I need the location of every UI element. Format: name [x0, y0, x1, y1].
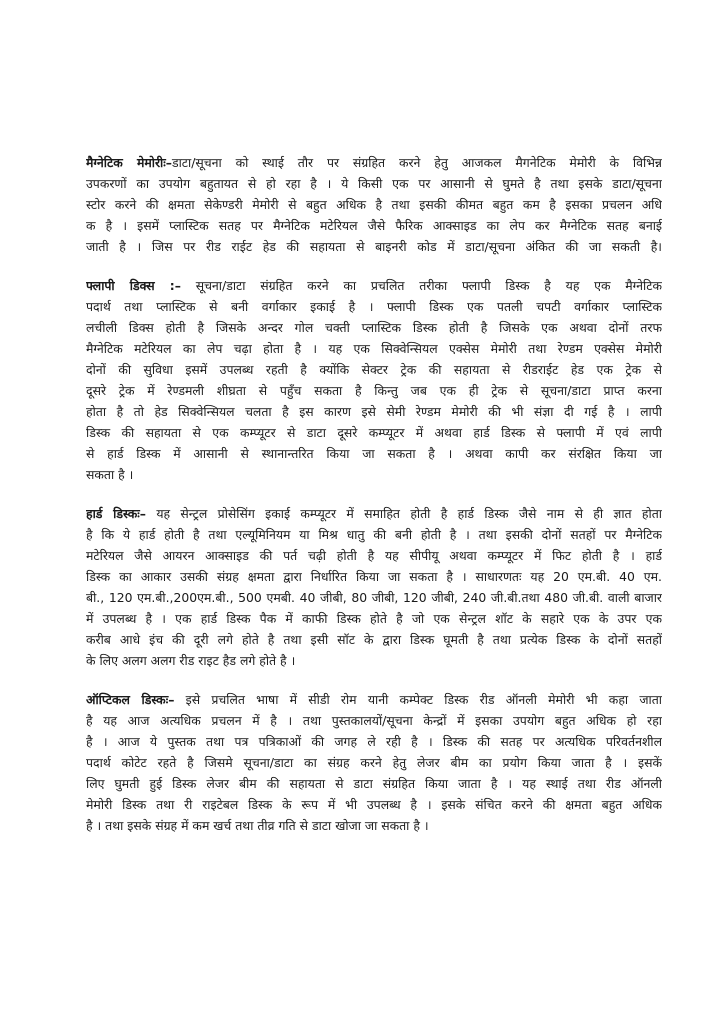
paragraph-line: उपकरणों का उपयोग बहुतायत से हो रहा है । ये किसी एक पर आसानी से घुमते है तथा इसके डाटा/सूचना: [86, 176, 662, 191]
paragraph-line: है कि ये हार्ड होती है तथा एल्यूमिनियम या मिश्र धातु की बनी होती है । तथा इसकी दोनों सतहों पर मैग्नेटिक: [86, 527, 662, 542]
paragraph-line: सकता है ।: [86, 467, 134, 482]
paragraph-line: ऑप्टिकल डिस्कः– इसे प्रचलित भाषा में सीडी रोम यानी कम्पेक्ट डिस्क रीड ऑनली मेमोरी भी कहा जाता: [86, 692, 662, 707]
paragraph-line: दूसरे ट्रेक में रेण्डमली शीघ्रता से पहुँच सकता है किन्तु जब एक ही ट्रेक से सूचना/डाटा प्राप्त करना: [86, 383, 662, 398]
paragraph-line: मैग्नेटिक मटेरियल का लेप चढ़ा होता है । यह एक सिक्वेन्सियल एक्सेस मेमोरी तथा रेण्डम एक्सेस मेमोरी: [86, 341, 662, 356]
paragraph-line: के लिए अलग अलग रीड राइट हैड लगे होते है ।: [86, 653, 296, 668]
paragraph-line: में उपलब्ध है । एक हार्ड डिस्क पैक में काफी डिस्क होते है जो एक सेन्ट्रल शॉट के सहारे एक के उपर एक: [86, 611, 662, 626]
section-magnetic-memory: [86, 152, 662, 257]
paragraph-line: लचीली डिक्स होती है जिसके अन्दर गोल चक्ती प्लास्टिक डिस्क होती है जिसके एक अथवा दोनों तरफ: [86, 320, 662, 335]
section-heading: मैग्नेटिक मेमोरीः–: [86, 155, 172, 170]
section-heading: ऑप्टिकल डिस्कः–: [86, 692, 175, 707]
paragraph-line: पदार्थ कोटेट रहते है जिसमे सूचना/डाटा का संग्रह करने हेतु लेजर बीम का प्रयोग किया जाता है । इसकें: [86, 755, 662, 770]
paragraph-line: दोनों की सुविधा इसमें उपलब्ध रहती है क्योंकि सेक्टर ट्रेक की सहायता से रीडराईट हेड एक ट्रेक से: [86, 362, 662, 377]
paragraph-line: फ्लापी डिक्स :– सूचना/डाटा संग्रहित करने का प्रचलित तरीका फ्लापी डिस्क है यह एक मैग्नेटिक: [86, 278, 662, 293]
paragraph-line: करीब आधे इंच की दूरी लगे होते है तथा इसी सॉट के द्वारा डिस्क घूमती है तथा प्रत्येक डिस्क के दोनों सतहों: [86, 632, 662, 647]
paragraph-line: हार्ड डिस्कः– यह सेन्ट्रल प्रोसेसिंग इकाई कम्प्यूटर में समाहित होती है हार्ड डिस्क जैसे नाम से ही ज्ञात होता: [86, 506, 662, 521]
paragraph-line: मेमोरी डिस्क तथा री राइटेबल डिस्क के रूप में भी उपलब्ध है । इसके संचित करने की क्षमता बहुत अधिक: [86, 797, 662, 812]
section-optical-disk: [86, 689, 662, 836]
section-heading: फ्लापी डिक्स :–: [86, 278, 181, 293]
paragraph-line: है । तथा इसके संग्रह में कम खर्च तथा तीव्र गति से डाटा खोजा जा सकता है ।: [86, 818, 429, 833]
paragraph-line: क है । इसमें प्लास्टिक सतह पर मैग्नेटिक मटेरियल जैसे फैरिक आक्साइड का लेप कर मैग्नेटिक सतह बनाई: [86, 218, 662, 233]
paragraph-line: पदार्थ तथा प्लास्टिक से बनी वर्गाकार इकाई है । फ्लापी डिस्क एक पतली चपटी वर्गाकार प्लास्टिक: [86, 299, 662, 314]
paragraph-line: है । आज ये पुस्तक तथा पत्र पत्रिकाओं की जगह ले रही है । डिस्क की सतह पर अत्यधिक परिवर्तनशील: [86, 734, 662, 749]
paragraph-line: लिए घुमती हुई डिस्क लेजर बीम की सहायता से डाटा संग्रहित किया जाता है । यह स्थाई तथा रीड ऑनली: [86, 776, 662, 791]
paragraph-line: डिस्क की सहायता से एक कम्प्यूटर से डाटा दूसरे कम्प्यूटर में अथवा हार्ड डिस्क से फ्लापी में एवं लापी: [86, 425, 662, 440]
paragraph-line: से हार्ड डिस्क में आसानी से स्थानान्तरित किया जा सकता है । अथवा कापी कर संरक्षित किया जा: [86, 446, 662, 461]
paragraph-line: होता है तो हेड सिक्वेन्सियल चलता है इस कारण इसे सेमी रेण्डम मेमोरी की भी संज्ञा दी गई है । लापी: [86, 404, 662, 419]
paragraph-line: डिस्क का आकार उसकी संग्रह क्षमता द्वारा निर्धारित किया जा सकता है । साधारणतः यह 20 एम.बी. 40 एम.: [86, 569, 662, 584]
document-page: [86, 152, 662, 854]
section-heading: हार्ड डिस्कः–: [86, 506, 146, 521]
paragraph-line: जाती है । जिस पर रीड राईट हेड की सहायता से बाइनरी कोड में डाटा/सूचना अंकित की जा सकती है।: [86, 239, 662, 254]
paragraph-line: बी., 120 एम.बी.,200एम.बी., 500 एमबी. 40 जीबी, 80 जीबी, 120 जीबी, 240 जी.बी.तथा 480 जी.बी. वाली बाजार: [86, 590, 662, 605]
paragraph-line: स्टोर करने की क्षमता सेकेण्डरी मेमोरी से बहुत अधिक है तथा इसकी कीमत बहुत कम है इसका प्रचलन अधि: [86, 197, 662, 212]
section-floppy-disk: [86, 275, 662, 485]
paragraph-line: मटेरियल जैसे आयरन आक्साइड की पर्त चढ़ी होती है यह सीपीयू अथवा कम्प्यूटर में फिट होती है । हार्ड: [86, 548, 662, 563]
section-hard-disk: [86, 503, 662, 671]
paragraph-line: मैग्नेटिक मेमोरीः–डाटा/सूचना को स्थाई तौर पर संग्रहित करने हेतु आजकल मैगनेटिक मेमोरी के विभिन्न: [86, 155, 662, 170]
paragraph-line: है यह आज अत्यधिक प्रचलन में है । तथा पुस्तकालयों/सूचना केन्द्रों में इसका उपयोग बहुत अधिक हो रहा: [86, 713, 662, 728]
